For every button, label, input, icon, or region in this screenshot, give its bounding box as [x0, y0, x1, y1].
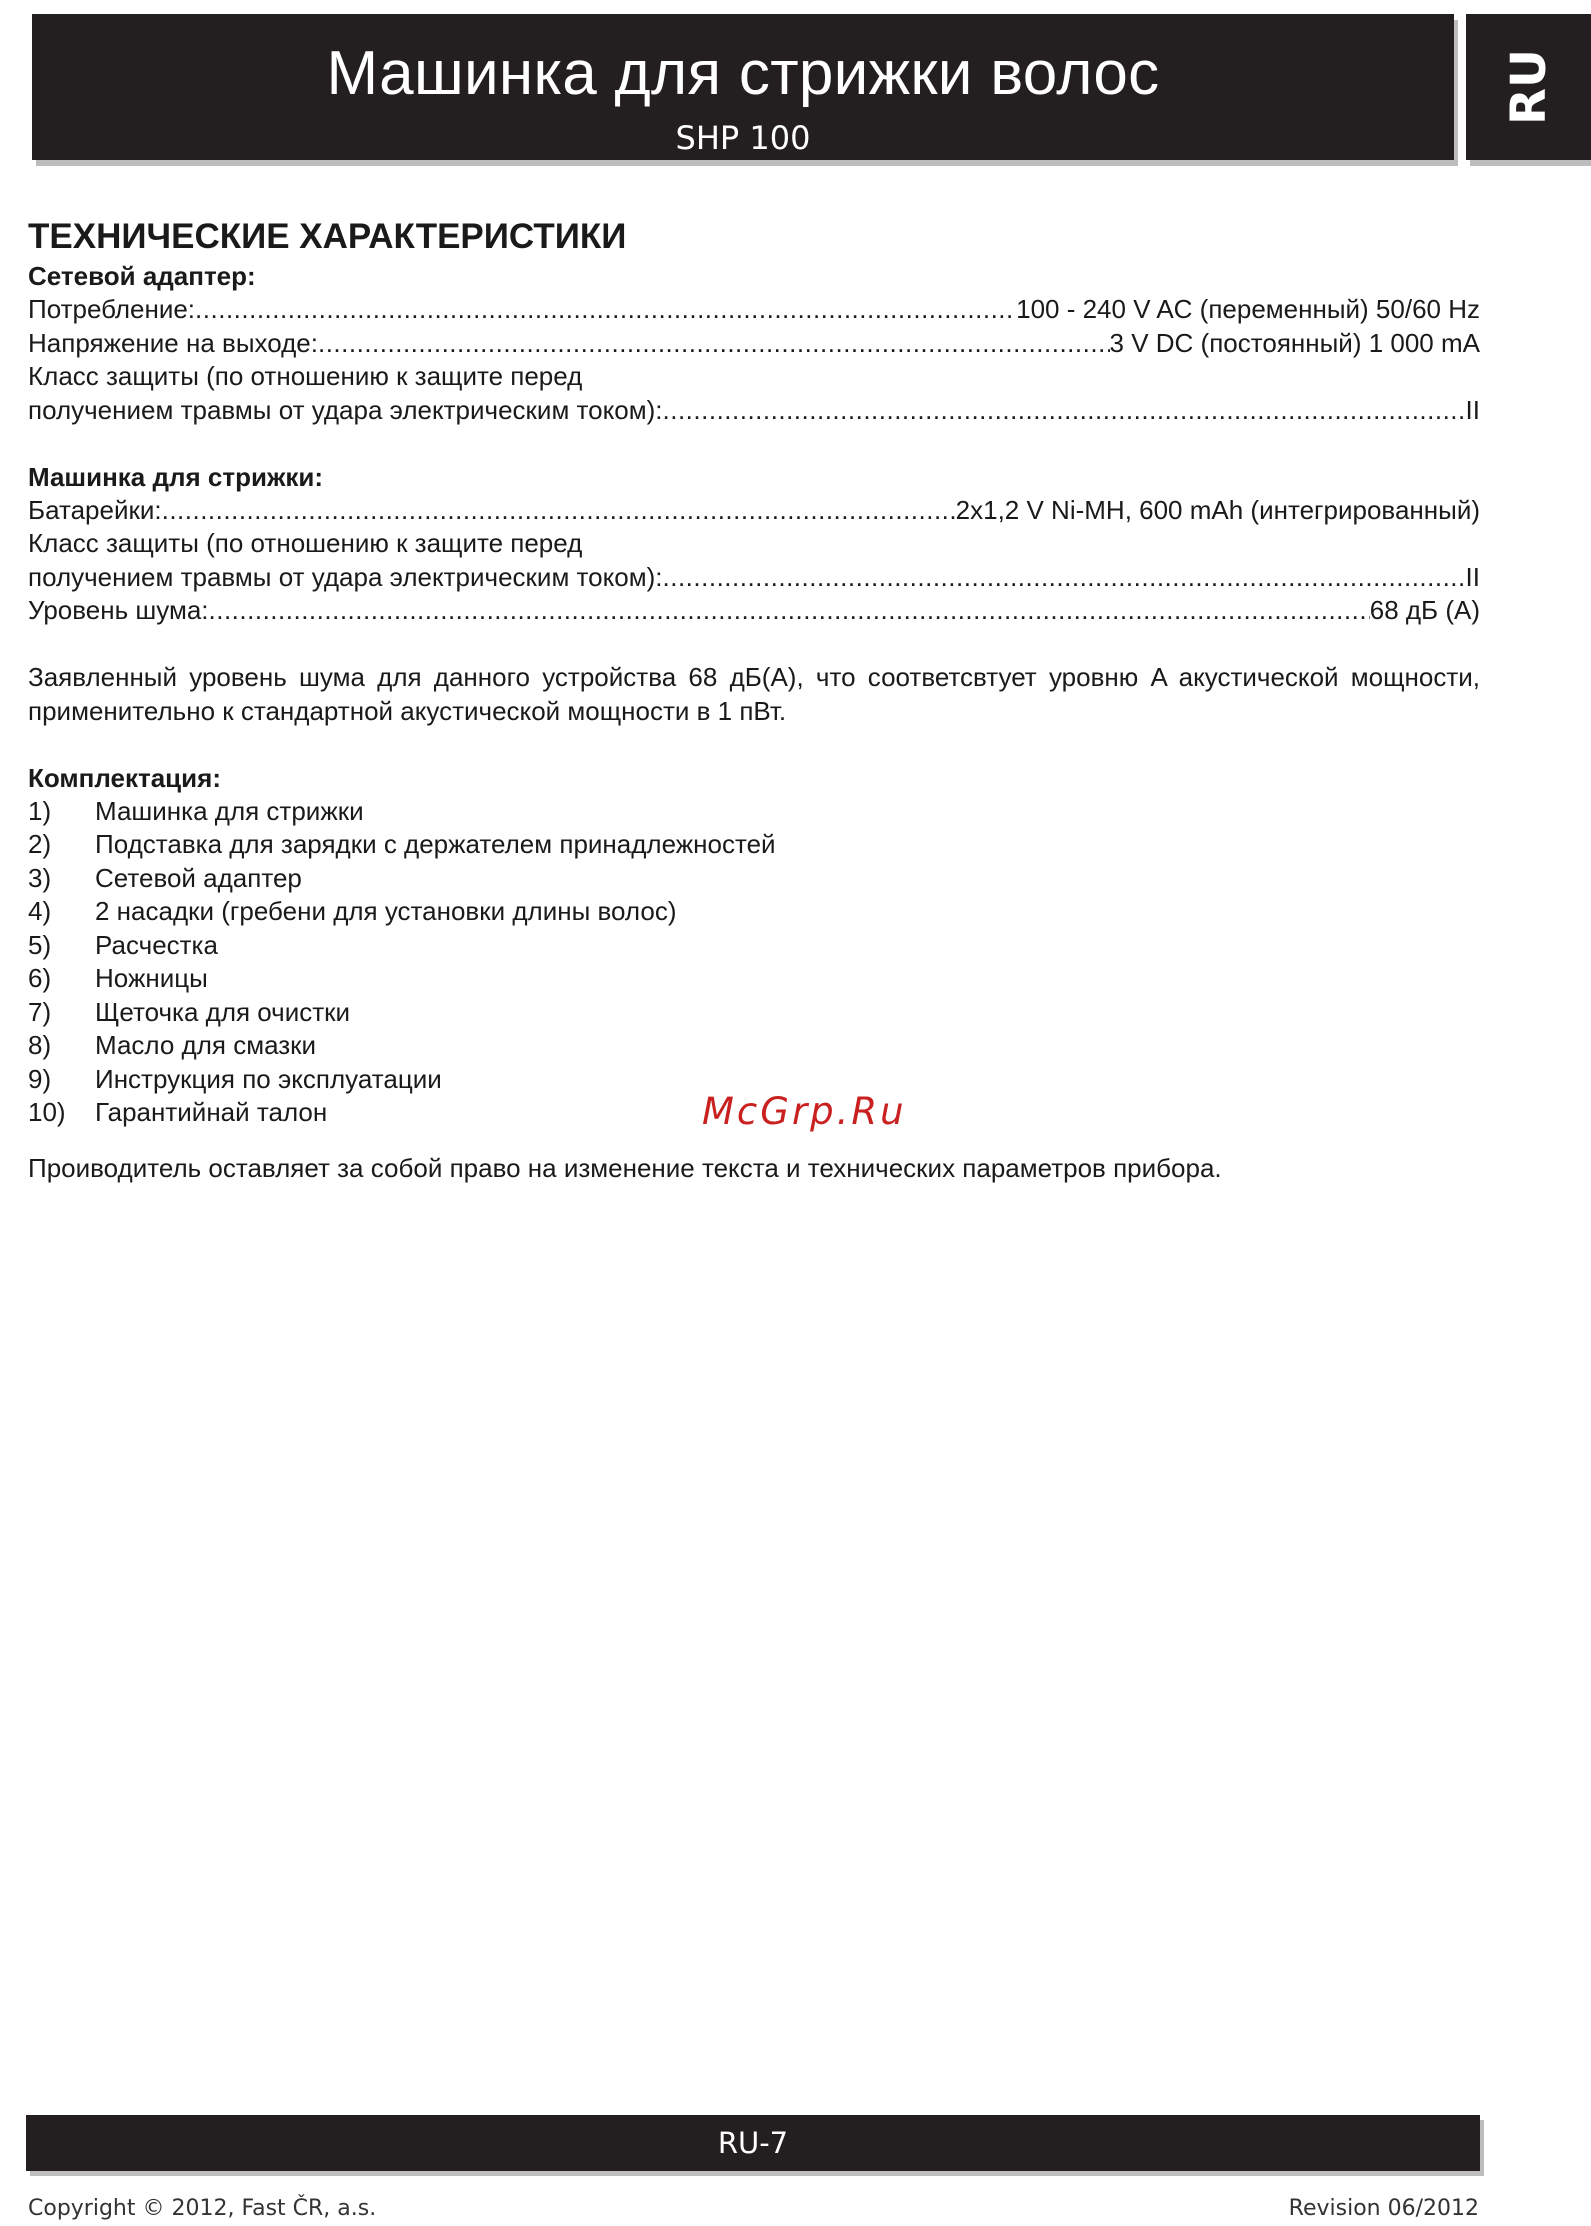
package-title: Комплектация:: [28, 762, 221, 793]
header-bar: [32, 14, 1454, 160]
list-item: 10) Гарантийнай талон: [28, 1097, 328, 1127]
list-item: 8) Масло для смазки: [28, 1030, 317, 1060]
watermark: McGrp.Ru: [702, 1090, 907, 1133]
spec-value: 68 дБ (A): [1369, 595, 1480, 625]
spec-value: 2x1,2 V Ni-MH, 600 mAh (интегрированный): [955, 494, 1480, 525]
spec-label: Напряжение на выходе:: [28, 327, 318, 358]
spec-label: получением травмы от удара электрическим током):: [28, 561, 663, 592]
spec-value: II: [1465, 394, 1480, 425]
spec-label: Уровень шума:: [28, 595, 209, 625]
dot-leader: [663, 561, 1466, 595]
dot-leader: [663, 394, 1466, 428]
copyright: Copyright © 2012, Fast ČR, a.s.: [28, 2196, 377, 2221]
dot-leader: [318, 327, 1110, 361]
spec-row-noise: [28, 594, 1480, 628]
adapter-title: Сетевой адаптер:: [28, 261, 256, 291]
spec-protection-line: Класс защиты (по отношению к защите перед: [28, 528, 583, 558]
list-item: 4) 2 насадки (гребени для установки длины волос): [28, 896, 677, 926]
list-item: 9) Инструкция по эксплуатации: [28, 1063, 442, 1094]
clipper-title: Машинка для стрижки:: [28, 461, 324, 492]
list-item: 6) Ножницы: [28, 963, 208, 993]
page-title: Машинка для стрижки волос: [326, 39, 1160, 108]
model-number: SHP 100: [675, 119, 811, 157]
spec-row-consumption: [28, 293, 1480, 327]
spec-label: Батарейки:: [28, 494, 162, 525]
revision: Revision 06/2012: [1288, 2196, 1479, 2221]
list-item: 3) Сетевой адаптер: [28, 862, 302, 893]
spec-row-protection: [28, 561, 1480, 595]
language-tab: [1466, 14, 1591, 160]
spec-label: Потребление:: [28, 294, 196, 324]
spec-row-protection: [28, 394, 1480, 428]
disclaimer: Проиводитель оставляет за собой право на изменение текста и технических параметров прибора.: [28, 1152, 1222, 1183]
spec-row-output: [28, 327, 1480, 361]
list-item: 1) Машинка для стрижки: [28, 795, 364, 826]
language-label: RU: [1500, 49, 1557, 125]
spec-value: II: [1465, 561, 1480, 592]
list-item: 5) Расчестка: [28, 929, 218, 960]
spec-value: 100 - 240 V AC (переменный) 50/60 Hz: [1016, 294, 1480, 324]
dot-leader: [162, 494, 956, 528]
dot-leader: [195, 293, 1016, 327]
spec-label: получением травмы от удара электрическим током):: [28, 394, 663, 425]
noise-note: Заявленный уровень шума для данного устройства 68 дБ(A), что соответсвтует уровню A акустической мощности, применительно к стандартной акустической мощности в 1 пВт.: [28, 662, 1480, 726]
list-item: 2) Подставка для зарядки с держателем принадлежностей: [28, 829, 776, 859]
list-item: 7) Щеточка для очистки: [28, 996, 351, 1027]
page-number: RU-7: [717, 2126, 789, 2160]
footer-bar: [26, 2115, 1480, 2171]
spec-row-battery: [28, 494, 1480, 528]
spec-value: 3 V DC (постоянный) 1 000 mA: [1109, 327, 1480, 358]
spec-protection-line: Класс защиты (по отношению к защите перед: [28, 361, 583, 391]
dot-leader: [209, 594, 1370, 628]
package-list: [28, 795, 1480, 1130]
specs-title: ТЕХНИЧЕСКИЕ ХАРАКТЕРИСТИКИ: [28, 217, 627, 256]
main-content: [28, 214, 1480, 1185]
